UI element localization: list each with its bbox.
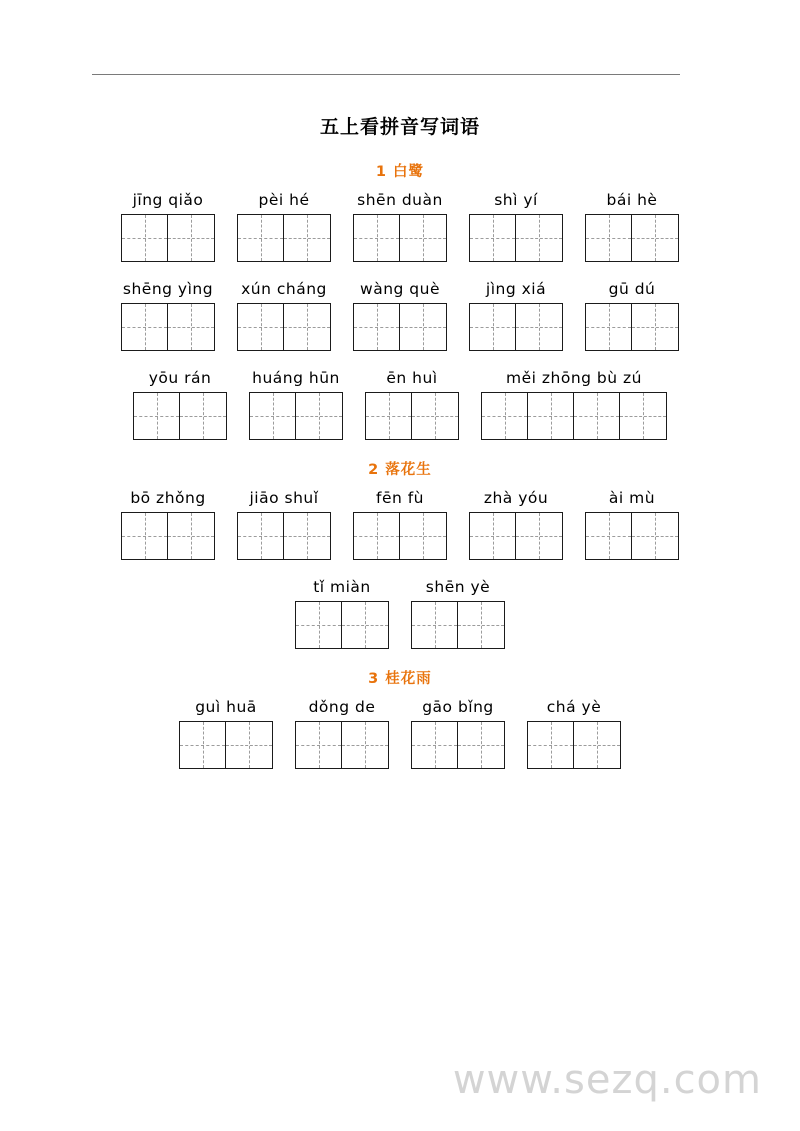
worksheet-body (92, 160, 708, 787)
writing-grid[interactable] (179, 721, 273, 769)
exercise-item (469, 489, 563, 560)
writing-cell[interactable] (412, 722, 458, 768)
writing-cell[interactable] (366, 393, 412, 439)
lesson-section (92, 667, 708, 769)
writing-cell[interactable] (250, 393, 296, 439)
writing-cell[interactable] (168, 215, 214, 261)
writing-cell[interactable] (620, 393, 666, 439)
writing-cell[interactable] (296, 602, 342, 648)
writing-cell[interactable] (342, 602, 388, 648)
writing-cell[interactable] (632, 215, 678, 261)
exercise-item (237, 489, 331, 560)
writing-cell[interactable] (586, 304, 632, 350)
exercise-item (133, 369, 227, 440)
exercise-item (411, 698, 505, 769)
writing-cell[interactable] (574, 393, 620, 439)
header-divider (92, 74, 680, 75)
writing-cell[interactable] (238, 513, 284, 559)
pinyin-label: fēn fù (375, 489, 425, 507)
pinyin-label: pèi hé (258, 191, 310, 209)
writing-grid[interactable] (249, 392, 343, 440)
writing-cell[interactable] (470, 513, 516, 559)
pinyin-label: jìng xiá (485, 280, 547, 298)
writing-cell[interactable] (516, 513, 562, 559)
writing-grid[interactable] (365, 392, 459, 440)
writing-cell[interactable] (354, 215, 400, 261)
lesson-rows (92, 489, 708, 649)
exercise-item (121, 191, 215, 262)
writing-cell[interactable] (458, 722, 504, 768)
writing-cell[interactable] (400, 304, 446, 350)
writing-cell[interactable] (122, 215, 168, 261)
pinyin-label: jiāo shuǐ (249, 489, 319, 507)
writing-cell[interactable] (296, 722, 342, 768)
pinyin-label: ài mù (608, 489, 656, 507)
writing-cell[interactable] (226, 722, 272, 768)
writing-cell[interactable] (516, 215, 562, 261)
writing-cell[interactable] (180, 393, 226, 439)
writing-cell[interactable] (354, 513, 400, 559)
pinyin-label: guì huā (195, 698, 257, 716)
pinyin-label: shēn yè (425, 578, 491, 596)
pinyin-label: bō zhǒng (130, 489, 206, 507)
pinyin-label: wàng què (360, 280, 440, 298)
writing-grid[interactable] (237, 303, 331, 351)
pinyin-label: huáng hūn (252, 369, 340, 387)
pinyin-label: chá yè (546, 698, 602, 716)
writing-grid[interactable] (585, 512, 679, 560)
writing-cell[interactable] (528, 393, 574, 439)
exercise-item (249, 369, 343, 440)
pinyin-label: měi zhōng bù zú (506, 369, 642, 387)
writing-cell[interactable] (516, 304, 562, 350)
lesson-rows (92, 191, 708, 440)
writing-grid[interactable] (295, 601, 389, 649)
writing-cell[interactable] (470, 304, 516, 350)
exercise-item (237, 280, 331, 351)
writing-grid[interactable] (353, 512, 447, 560)
writing-grid[interactable] (295, 721, 389, 769)
writing-cell[interactable] (632, 304, 678, 350)
lesson-heading: 1 白鹭 (375, 164, 425, 180)
exercise-item (353, 489, 447, 560)
writing-cell[interactable] (284, 513, 330, 559)
writing-grid[interactable] (353, 303, 447, 351)
exercise-item (527, 698, 621, 769)
writing-grid[interactable] (411, 601, 505, 649)
writing-grid[interactable] (585, 214, 679, 262)
writing-cell[interactable] (400, 215, 446, 261)
writing-cell[interactable] (342, 722, 388, 768)
writing-grid[interactable] (237, 214, 331, 262)
writing-cell[interactable] (470, 215, 516, 261)
writing-grid[interactable] (411, 721, 505, 769)
pinyin-label: shēn duàn (357, 191, 443, 209)
lesson-heading: 2 落花生 (368, 462, 432, 478)
lesson-section (92, 458, 708, 649)
writing-grid[interactable] (585, 303, 679, 351)
writing-cell[interactable] (168, 304, 214, 350)
exercise-item (295, 578, 389, 649)
pinyin-label: dǒng de (308, 698, 376, 716)
exercise-row (92, 369, 708, 440)
exercise-item (469, 191, 563, 262)
writing-grid[interactable] (133, 392, 227, 440)
pinyin-label: zhà yóu (483, 489, 549, 507)
writing-cell[interactable] (412, 602, 458, 648)
writing-cell[interactable] (238, 215, 284, 261)
writing-grid[interactable] (237, 512, 331, 560)
exercise-item (237, 191, 331, 262)
pinyin-label: gū dú (608, 280, 656, 298)
pinyin-label: gāo bǐng (422, 698, 494, 716)
pinyin-label: jīng qiǎo (132, 191, 204, 209)
writing-cell[interactable] (168, 513, 214, 559)
pinyin-label: xún cháng (241, 280, 327, 298)
writing-cell[interactable] (412, 393, 458, 439)
writing-cell[interactable] (482, 393, 528, 439)
exercise-item (585, 191, 679, 262)
lesson-section (92, 160, 708, 440)
exercise-item (585, 489, 679, 560)
writing-cell[interactable] (122, 304, 168, 350)
exercise-item (469, 280, 563, 351)
writing-cell[interactable] (632, 513, 678, 559)
exercise-row (92, 280, 708, 351)
page-title: 五上看拼音写词语 (319, 116, 480, 138)
writing-grid[interactable] (121, 303, 215, 351)
pinyin-label: bái hè (606, 191, 658, 209)
writing-cell[interactable] (284, 215, 330, 261)
lesson-rows (92, 698, 708, 769)
writing-grid[interactable] (527, 721, 621, 769)
exercise-item (353, 280, 447, 351)
writing-grid[interactable] (469, 512, 563, 560)
pinyin-label: shì yí (494, 191, 538, 209)
exercise-item (365, 369, 459, 440)
writing-cell[interactable] (134, 393, 180, 439)
exercise-item (121, 489, 215, 560)
writing-cell[interactable] (400, 513, 446, 559)
pinyin-label: yōu rán (148, 369, 212, 387)
exercise-item (295, 698, 389, 769)
exercise-item (585, 280, 679, 351)
pinyin-label: tǐ miàn (313, 578, 371, 596)
exercise-item (481, 369, 667, 440)
exercise-row (92, 698, 708, 769)
writing-cell[interactable] (528, 722, 574, 768)
writing-grid[interactable] (353, 214, 447, 262)
watermark: www.sezq.com (452, 1057, 762, 1103)
writing-cell[interactable] (354, 304, 400, 350)
writing-cell[interactable] (122, 513, 168, 559)
exercise-item (353, 191, 447, 262)
writing-cell[interactable] (180, 722, 226, 768)
exercise-item (121, 280, 215, 351)
exercise-row (92, 578, 708, 649)
writing-grid[interactable] (481, 392, 667, 440)
writing-cell[interactable] (586, 215, 632, 261)
pinyin-label: ēn huì (386, 369, 438, 387)
writing-cell[interactable] (296, 393, 342, 439)
writing-cell[interactable] (586, 513, 632, 559)
lesson-heading: 3 桂花雨 (368, 671, 432, 687)
exercise-item (179, 698, 273, 769)
writing-grid[interactable] (469, 303, 563, 351)
writing-cell[interactable] (238, 304, 284, 350)
writing-grid[interactable] (121, 214, 215, 262)
exercise-row (92, 489, 708, 560)
writing-cell[interactable] (574, 722, 620, 768)
writing-cell[interactable] (284, 304, 330, 350)
exercise-row (92, 191, 708, 262)
pinyin-label: shēng yìng (122, 280, 214, 298)
writing-grid[interactable] (469, 214, 563, 262)
writing-cell[interactable] (458, 602, 504, 648)
exercise-item (411, 578, 505, 649)
writing-grid[interactable] (121, 512, 215, 560)
